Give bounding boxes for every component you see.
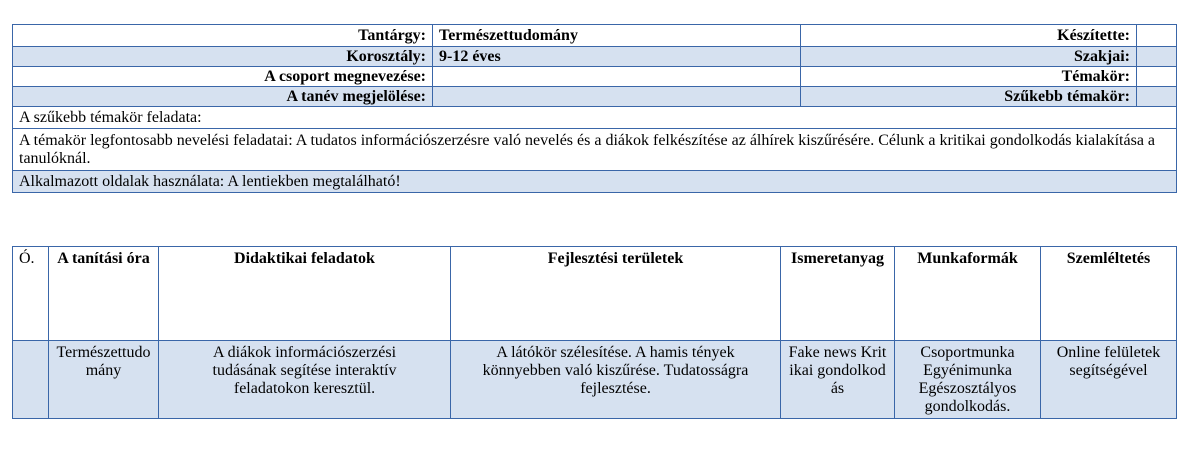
subject-label: Tantárgy: — [13, 25, 433, 47]
header-development: Fejlesztési területek — [451, 247, 781, 341]
row-development: A látókör szélesítése. A hamis tények könnyebben való kiszűrése. Tudatosságra fejlesztése. — [451, 341, 781, 419]
header-no: Ó. — [13, 247, 49, 341]
header-knowledge: Ismeretanyag — [781, 247, 895, 341]
subtopic-value — [1137, 87, 1177, 107]
row-didactic: A diákok információszerzési tudásának segítése interaktív feladatokon keresztül. — [159, 341, 451, 419]
subtopic-task: A szűkebb témakör feladata: — [13, 107, 1177, 129]
author-label: Készítette: — [801, 25, 1137, 47]
specialty-value — [1137, 47, 1177, 67]
educational-tasks: A témakör legfontosabb nevelési feladatai: A tudatos információszerzésre való nevelés és a diákok felkészítése az álhírek kiszűrésére. Célunk a kritikai gondolkodás kialakítása a tanulóknál. — [13, 129, 1177, 171]
group-label: A csoport megnevezése: — [13, 67, 433, 87]
specialty-label: Szakjai: — [801, 47, 1137, 67]
topic-value — [1137, 67, 1177, 87]
year-value — [433, 87, 801, 107]
topic-label: Témakör: — [801, 67, 1137, 87]
row-illustration: Online felületek segítségével — [1041, 341, 1177, 419]
author-value — [1137, 25, 1177, 47]
header-lesson: A tanítási óra — [49, 247, 159, 341]
info-row-grade — [13, 47, 1177, 67]
info-row-year — [13, 87, 1177, 107]
header-workforms: Munkaformák — [895, 247, 1041, 341]
year-label: A tanév megjelölése: — [13, 87, 433, 107]
group-value — [433, 67, 801, 87]
grade-label: Korosztály: — [13, 47, 433, 67]
lesson-plan-table — [12, 246, 1177, 419]
row-workforms: Csoportmunka Egyénimunka Egészosztályos gondolkodás. — [895, 341, 1041, 419]
grade-value: 9-12 éves — [433, 47, 801, 67]
pages-used: Alkalmazott oldalak használata: A lentiekben megtalálható! — [13, 171, 1177, 193]
info-row-educational-tasks — [13, 129, 1177, 171]
row-no — [13, 341, 49, 419]
lesson-info-table — [12, 24, 1177, 193]
lesson-row — [13, 341, 1177, 419]
info-row-pages-used — [13, 171, 1177, 193]
info-row-subject — [13, 25, 1177, 47]
lesson-header-row — [13, 247, 1177, 341]
subtopic-label: Szűkebb témakör: — [801, 87, 1137, 107]
row-knowledge: Fake news Kritikai gondolkodás — [781, 341, 895, 419]
info-row-subtopic-task — [13, 107, 1177, 129]
header-didactic: Didaktikai feladatok — [159, 247, 451, 341]
row-lesson: Természettudomány — [49, 341, 159, 419]
subject-value: Természettudomány — [433, 25, 801, 47]
info-row-group — [13, 67, 1177, 87]
header-illustration: Szemléltetés — [1041, 247, 1177, 341]
